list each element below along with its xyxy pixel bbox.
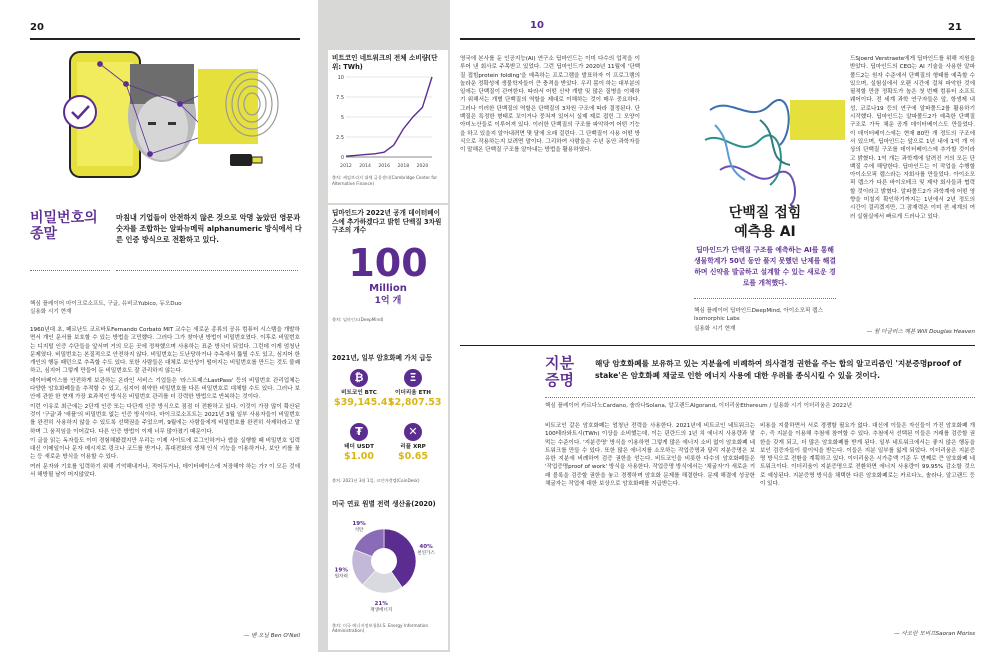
ethereum-icon: Ξ [404, 369, 422, 387]
slice-name-label: 석탄 [354, 527, 364, 533]
article-body-passwords [30, 326, 300, 626]
series-line [346, 77, 432, 156]
protein-title-line2: 예측용 AI [734, 224, 796, 240]
crypto-title: 2021년, 일부 암호화폐 가치 급등 [332, 354, 433, 362]
stat-title: 딥마인드가 2022년 공개 데이터베이스에 추가하겠다고 밝힌 단백질 3차원 구조의 개수 [332, 209, 442, 235]
hero-illustration [30, 44, 295, 194]
slice-name-label: 천연가스 [417, 550, 435, 556]
protein-title-line1: 단백질 접힘 [728, 205, 802, 221]
coin-name: 리플 XRP [400, 443, 426, 450]
crypto-grid [332, 363, 444, 478]
paragraph: 데이터베이스를 안전하게 보관하는 온라인 서비스 기업들은 '라스트패스LastPass' 등의 비밀번호 관리업체는 다양한 암호화폐들을 추적할 수 있고, 심지어 취약한 비밀번호를 다른 비밀번호로 대체할 수도 있다. 그러나 보안에 관한 한 현재 가장 효과적인 방식은 비밀번호 관리를 더 강력한 방법으로 반복하는 것이다. [30, 377, 300, 401]
top-rule [30, 38, 300, 40]
proof-title: 지분 증명 [545, 354, 574, 390]
article-subtitle-passwords: 마침내 기업들이 안전하지 않은 것으로 악명 높았던 영문과 숫자를 조합하는 알파뉴메릭 alphanumeric 방식에서 다른 인증 방식으로 전환하고 있다. [116, 213, 302, 244]
coin-name: 이더리움 ETH [395, 389, 431, 396]
energy-chart-card [328, 50, 448, 203]
infographic-sidebar [318, 0, 450, 652]
protein-description: 딥마인드가 단백질 구조를 예측하는 AI를 통해 생물학계가 50년 동안 풀지 못했던 난제를 해결하며 신약을 발굴하고 설계할 수 있는 새로운 경로를 개척했다. [694, 246, 836, 287]
tether-icon: ₮ [350, 423, 368, 441]
article-title-passwords: 비밀번호의 종말 [30, 210, 98, 243]
y-tick-label: 10 [337, 75, 344, 82]
coin-xrp [388, 423, 438, 462]
article-body-protein-col2: 드Sjoerd Verstraete에게 딥마인드를 위해 지원을 받았다. 딥마인드의 CEO는 AI 기술을 사용한 알파폴드2는 원자 수준에서 단백질의 형태를 예측할 수 있으며, 실험실에서 오랜 시간에 걸쳐 파악한 것에 필적할 만큼 정확도가 높은 첫 번째 컴퓨터 소프트웨어이다. 전 세계 과학 연구자들은 앞, 항생제 내성, 코로나19 등의 연구에 알파폴드2를 활용하기 시작했다. 딥마인드는 알파폴드2가 예측한 단백질 구조로 가득 채운 공개 데이터베이스도 만들었다. 이 데이터베이스에는 현재 80만 개 정도의 구조에서 있으며, 딥마인드는 앞으로 1년 내에 1억 개 이상의 단백질 구조를 데이터베이스에 추가할 것이라고 밝혔다. 1억 개는 과학계에 알려진 거의 모든 단백질 수에 해당한다. 딥마인드는 이 작업을 수행할 아이소모픽 랩스라는 자회사를 만들었다. 아이소모픽 랩스가 다른 바이오테크 및 제약 회사들과 협력할 것이라고 밝혔다. 알파폴드2가 과학계에 어떤 영향을 미칠지 확인하기까지는 1년에서 2년 정도의 시간이 걸리겠지만, 그 잠재력은 이미 전 세계의 여러 실험실에서 빠르게 드러나고 있다. [850, 56, 975, 220]
slice-name-label: 원자력 [334, 573, 348, 579]
dotted-divider [545, 397, 975, 398]
energy-mix-pie-chart [332, 509, 436, 619]
chart-source: 출처: 케임브리지 대체 금융센터(Cambridge Center for Alternative Finance) [332, 175, 438, 186]
dotted-divider [116, 270, 298, 271]
y-tick-label: 2.5 [336, 135, 344, 142]
magazine-logo: 10 [530, 20, 544, 31]
paragraph: 이 글을 읽는 독자들도 이미 경험해봤겠지만 우리는 이제 사이트에 로그인하거나 앱을 실행할 때 비밀번호 입력 대신 이메일이나 문자 메시지로 링크나 코드를 받거나, 휴대전화의 생체 인식 기능을 이용하거나, 보안 키를 꽂는 등 새로운 방식을 이용할 수 있다. [30, 437, 300, 461]
byline: — 윌 더글러스 헤븐 Will Douglas Heaven [866, 329, 975, 335]
crypto-source: 출처: 2021년 3월 1일, 코인마켓캡(CoinDesk) [332, 477, 420, 483]
coin-value: $0.65 [397, 450, 429, 462]
page-number-left: 20 [30, 22, 44, 33]
section-rule [460, 345, 975, 346]
proof-subtitle: 해당 암호화폐를 보유하고 있는 지분율에 비례하여 의사결정 권한을 주는 합의 알고리즘인 '지분증명proof of stake'은 암호화폐 채굴로 인한 에너지 사용에 대한 우려를 종식시킬 수 있을 것이다. [595, 359, 962, 380]
x-tick-label: 2012 [340, 164, 352, 170]
bitcoin-energy-line-chart [332, 71, 436, 171]
byline: — 벤 오닐 Ben O'Neil [243, 633, 300, 639]
stat-unit-korean: 1억 개 [374, 295, 402, 306]
proof-meta: 핵심 플레이어 카르다노Cardano, 솔라나Solana, 알고랜드Algorand, 이더리움Ethereum / 실용화 시기 이더리움은 2022년 [545, 403, 853, 409]
highlight-block [790, 100, 845, 140]
protein-meta-timing: 실용화 시기 현재 [694, 326, 736, 332]
pie-source: 출처: 미국 에너지정보청(U.S. Energy Information Administration) [332, 622, 429, 634]
slice-name-label: 재생에너지 [370, 607, 393, 613]
coin-value: $1.00 [343, 450, 375, 462]
article-body-proof-col2: 비용을 지불하면서 서로 경쟁할 필요가 없다. 대신에 이들은 자신들이 가진 암호화폐 개수, 즉 지분을 이용해 추첨에 참여할 수 있다. 추첨에서 선택된 이들은 거래를 검증할 권한을 갖게 되고, 더 많은 암호화폐를 받게 된다. 일부 네트워크에서는 좋지 않은 행동을 보인 검증자들이 불이익을 받는다. 이들은 지분 일부를 잃게 되었다. 이더리움은 지분증명 방식으로 전환을 계획하고 있다. 이더리움은 시가총액 기준 두 번째로 큰 암호화폐 네트워크이다. 이더리움이 지분증명으로 전환하면 에너지 사용량이 99.95% 감소할 것으로 예상된다. 지분증명 방식을 채택한 다른 암호화폐로는 카르다노, 솔라나, 알고랜드 등이 있다. [760, 423, 975, 488]
chart-title: 비트코인 네트워크의 전체 소비량(단위: TWh) [332, 54, 438, 71]
crypto-prices-card [328, 350, 448, 498]
left-page [0, 0, 318, 652]
dotted-divider [30, 270, 110, 271]
meta-players: 핵심 플레이어 마이크로소프트, 구글, 유비코Yubico, 듀오Duo [30, 301, 182, 307]
coin-value: $39,145.41 [334, 396, 395, 408]
energy-mix-card [328, 496, 448, 650]
pie-title: 미국 연료 원별 전력 생산율(2020) [332, 500, 436, 508]
paragraph: 여러 문자와 기호를 입력하기 위해 기억해내거나, 적어두거나, 데이터베이스에 저장해야 하는 가? 이 모든 것에서 해방될 날이 머지않았다. [30, 463, 300, 479]
x-tick-label: 2016 [378, 164, 391, 170]
protein-stat-card [328, 205, 448, 353]
coin-name: 테더 USDT [344, 443, 374, 450]
stat-unit: Million [369, 282, 407, 294]
x-tick-label: 2020 [416, 164, 429, 170]
slice-percent-label: 21% [374, 600, 388, 607]
top-rule [460, 38, 975, 40]
y-tick-label: 0 [340, 155, 344, 162]
right-page [450, 0, 992, 652]
slice-percent-label: 19% [352, 520, 366, 527]
coin-btc [334, 369, 395, 408]
meta-timing: 실용화 시기 현재 [30, 309, 72, 315]
stat-number: 100 [348, 240, 428, 285]
x-tick-label: 2018 [397, 164, 410, 170]
y-tick-label: 7.5 [336, 95, 344, 102]
coin-eth [388, 369, 442, 408]
coin-value: $2,807.53 [388, 396, 442, 408]
protein-meta-players: 핵심 플레이어 딥마인드DeepMind, 아이소모픽 랩스Isomorphic Labs [694, 308, 823, 323]
ripple-icon: ✕ [404, 423, 422, 441]
page-number-right: 21 [948, 22, 962, 33]
coin-usdt [334, 423, 384, 462]
paragraph: 1960년대 초, 페르난도 코르바토Fernando Corbató MIT 교수는 새로운 종류의 공유 컴퓨터 시스템을 개발하면서 개인 문서를 보호할 수 있는 방법을 고민했다. 그러다 그가 찾아낸 방법이 비밀번호였다. 이후로 비밀번호는 디지털 인증 수단들을 앞서며 거의 모든 곳에 정착했으며 사용하는 표준 방식이 되었다. 그런데 이게 엄청난 문제였다. 비밀번호는 본질적으로 안전하지 않다. 비밀번호는 도난당하거나 추측에서 뚫릴 수도 있고, 심지어 한 개인의 행동 패턴으로 추측할 수도 있다. 또한 사람들은 대체로 보안성이 떨어지는 비밀번호를 만드는 것도 불쾌하고, 심지어 그렇게 만들어 둔 비밀번호도 잘 관리하지 않는다. [30, 327, 300, 375]
slice-percent-label: 40% [419, 543, 433, 550]
coin-name: 비트코인 BTC [341, 389, 377, 396]
paragraph: 이런 이유로 최근에는 2단계 인증 또는 다단계 인증 방식으로 점점 더 전환하고 있다. 이것이 가장 많이 확산된 것이 '구글'과 '애플'의 비밀번호 없는 인증 방식이다. 마이크로소프트는 2021년 3월 일부 사용자들이 비밀번호를 완전히 사용하지 않을 수 있도록 선택권을 주었으며, 9월에는 사람들에게 비밀번호를 완전히 삭제하라고 말하며 그 움직임을 이어갔다. 다른 인증 방법이 이제 너무 많아졌기 때문이다. [30, 403, 300, 435]
y-tick-label: 5 [340, 115, 344, 122]
article-body-protein-col1: 영국에 본사를 둔 인공지능(AI) 연구소 딥마인드는 이미 다수의 업적을 이루어 낸 회사로 주목받고 있었다. 그런 딥마인드가 2020년 11월에 '단백질 접힘protein folding'을 예측하는 프로그램을 발표하자 이 프로그램의 놀라운 정확성에 생물학자들이 큰 충격을 받았다. 우리 몸이 하는 대부분의 일에는 단백질이 관여한다. 따라서 어떤 신약 개발 및 많은 질병을 이해하기 위해서는 개별 단백질의 역할을 제대로 이해하는 것이 매우 중요하다. 그러나 이러한 단백질의 역할은 단백질의 3차원 구조에 따라 결정된다. 단백질은 특정한 형태로 꼬이거나 뭉쳐져 있어서 실제 제로 접힌 그 모양이 아미노산들로 이루어져 있다. 이러한 단백질의 구조를 파악하여 어떤 기능을 하고 있을지 알아내려면 몇 달에 오래 걸린다. 그 단백질이 사용 어떤 방식으로 작용하는지 보려면 말이다. 그리하여 사람들은 수년 동안 과학자들이 말해온 단백질 구조를 알아내는 방법을 활용하였다. [460, 56, 640, 154]
slice-percent-label: 19% [334, 566, 348, 573]
stat-source: 출처: 딥마인드(DeepMind) [332, 316, 384, 322]
article-body-proof-col1: 비트코인 같은 암호화폐는 엄청난 전력을 사용한다. 2021년에 비트코인 네트워크는 100테라와트시(TWh) 이상을 소비했는데, 이는 핀란드의 1년 치 에너지 사용량과 맞먹는 수준이다. '지분증명' 방식을 이용하면 그렇게 많은 에너지 소비 없이 암호화폐 네트워크를 만들 수 있다. 또한 많은 에너지를 소모하는 작업증명과 달리 지분증명은 보유한 지분에 비례하여 검증 권한을 얻는다. 비트코인을 비롯한 다수의 암호화폐들은 '작업증명proof of work' 방식을 사용한다. 작업증명 방식에서는 '채굴자'가 새로운 거래 블록을 검증할 권한을 놓고 경쟁하며 암호화 문제를 해결한다. 문제 해결에 성공한 채굴자는 작업에 대한 보상으로 암호화폐를 지급받는다. [545, 423, 755, 488]
x-tick-label: 2014 [359, 164, 371, 170]
donut-hole [371, 548, 397, 574]
dotted-divider [694, 298, 836, 299]
bitcoin-icon: ₿ [350, 369, 368, 387]
byline: — 사오란 모비프Saoran Moriss [894, 631, 975, 637]
